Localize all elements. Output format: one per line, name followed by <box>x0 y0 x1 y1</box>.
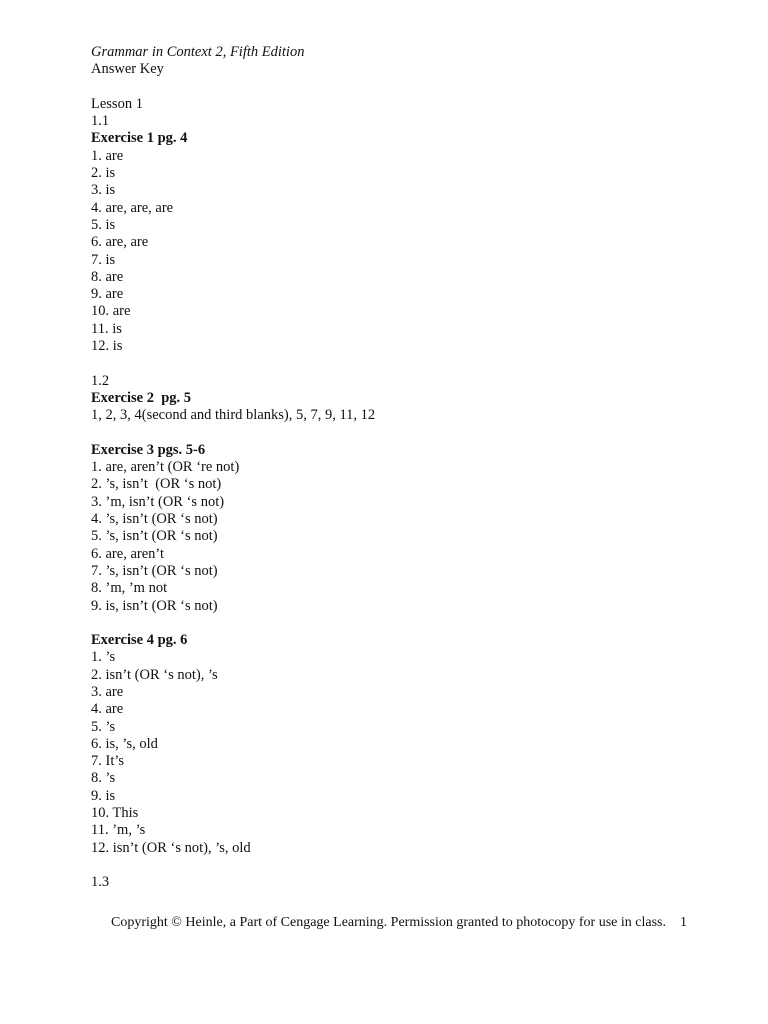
section-number: 1.2 <box>91 372 110 389</box>
answer-item: 3. ’m, isn’t (OR ‘s not) <box>91 493 225 510</box>
book-title: Grammar in Context 2, Fifth Edition <box>91 44 305 60</box>
answer-item: 11. is <box>91 320 122 337</box>
exercise-heading: Exercise 1 pg. 4 <box>91 130 188 147</box>
answer-item: 6. is, ’s, old <box>91 735 158 752</box>
answer-item: 1. are <box>91 147 124 164</box>
spacer <box>91 425 731 442</box>
answer-item: 5. ’s <box>91 718 116 735</box>
answer-item: 3. are <box>91 683 124 700</box>
exercise-heading: Exercise 3 pgs. 5-6 <box>91 441 206 458</box>
answer-item: 6. are, aren’t <box>91 545 164 562</box>
answer-item: 12. is <box>91 338 123 355</box>
answer-item: 2. ’s, isn’t (OR ‘s not) <box>91 476 222 493</box>
answer-item: 7. ’s, isn’t (OR ‘s not) <box>91 562 218 579</box>
spacer <box>91 355 731 372</box>
copyright-footer: Copyright © Heinle, a Part of Cengage Learning. Permission granted to photocopy for use in class. 1 <box>111 915 687 930</box>
answer-item: 4. are <box>91 701 124 718</box>
answer-item: 9. are <box>91 286 124 303</box>
spacer <box>91 615 731 632</box>
exercise-1-answers <box>91 148 731 356</box>
answer-item: 2. isn’t (OR ‘s not), ’s <box>91 666 218 683</box>
section-number: 1.1 <box>91 113 110 130</box>
answer-item: 7. It’s <box>91 753 125 770</box>
answer-item: 11. ’m, ’s <box>91 822 146 839</box>
answer-item: 1, 2, 3, 4(second and third blanks), 5, 7, 9, 11, 12 <box>91 407 376 424</box>
exercise-heading: Exercise 2 pg. 5 <box>91 389 192 406</box>
answer-item: 8. ’s <box>91 770 116 787</box>
answer-item: 5. is <box>91 216 116 233</box>
answer-item: 4. are, are, are <box>91 199 174 216</box>
document-subtitle: Answer Key <box>91 61 164 78</box>
section-number: 1.3 <box>91 874 110 891</box>
answer-item: 10. This <box>91 805 139 822</box>
answer-item: 7. is <box>91 251 116 268</box>
answer-key-content <box>91 44 731 892</box>
exercise-2-answers <box>91 407 731 424</box>
lesson-label: Lesson 1 <box>91 95 143 112</box>
exercise-4-answers <box>91 649 731 857</box>
exercise-3-answers <box>91 459 731 615</box>
answer-item: 10. are <box>91 303 131 320</box>
answer-item: 8. are <box>91 268 124 285</box>
answer-item: 4. ’s, isn’t (OR ‘s not) <box>91 511 218 528</box>
spacer <box>91 857 731 874</box>
answer-item: 1. ’s <box>91 649 116 666</box>
answer-item: 8. ’m, ’m not <box>91 580 168 597</box>
answer-item: 9. is, isn’t (OR ‘s not) <box>91 597 218 614</box>
answer-item: 1. are, aren’t (OR ‘re not) <box>91 459 240 476</box>
answer-item: 5. ’s, isn’t (OR ‘s not) <box>91 528 218 545</box>
answer-item: 9. is <box>91 787 116 804</box>
answer-item: 3. is <box>91 182 116 199</box>
answer-item: 12. isn’t (OR ‘s not), ’s, old <box>91 839 251 856</box>
spacer <box>91 79 731 96</box>
answer-item: 6. are, are <box>91 234 149 251</box>
answer-item: 2. is <box>91 165 116 182</box>
exercise-heading: Exercise 4 pg. 6 <box>91 632 188 649</box>
